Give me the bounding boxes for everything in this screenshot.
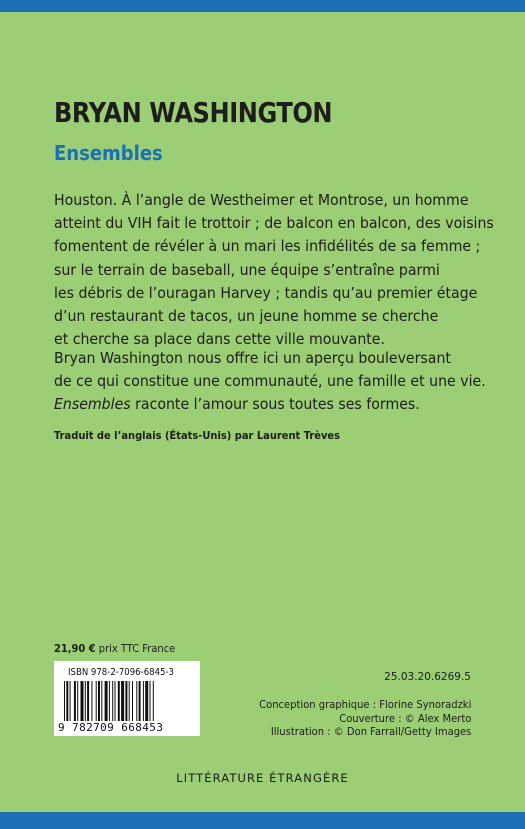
blurb-line: atteint du VIH fait le trottoir ; de balcon en balcon, des voisins [54,214,494,233]
blurb-line: les débris de l’ouragan Harvey ; tandis qu’au premier étage [54,283,478,302]
blurb-line [54,393,486,416]
blurb-line: fomentent de révéler à un mari les infidélités de sa femme ; [54,237,481,256]
blurb-line: et cherche sa place dans cette ville mouvante. [54,330,385,349]
book-title: Ensembles [54,141,163,165]
isbn-number: ISBN 978-2-7096-6845-3 [68,667,174,678]
price-label: prix TTC France [95,642,176,655]
cover-credits [259,699,471,740]
blurb-line: d’un restaurant de tacos, un jeune homme se cherche [54,307,439,326]
translator-credit: Traduit de l’anglais (États-Unis) par Laurent Trèves [54,429,341,442]
blurb-line: Bryan Washington nous offre ici un aperçu bouleversant [54,349,451,367]
barcode-box [54,661,200,736]
price-amount: 21,90 € [54,642,96,655]
blurb-paragraph-1 [54,189,494,351]
blurb-line: sur le terrain de baseball, une équipe s’entraîne parmi [54,260,440,279]
credit-line: Conception graphique : Florine Synoradzki [258,699,471,711]
blurb-line-rest: raconte l’amour sous toutes ses formes. [130,395,420,414]
collection-name: LITTÉRATURE ÉTRANGÈRE [176,771,349,785]
credit-line: Couverture : © Alex Merto [338,712,471,725]
barcode-digits: 9 782709 668453 [58,721,164,734]
top-color-band [0,0,525,12]
price-line [54,642,175,655]
blurb-line: de ce qui constitue une communauté, une famille et une vie. [54,372,486,391]
barcode-graphic [64,681,192,721]
blurb-paragraph-2 [54,347,486,417]
credit-line: Illustration : © Don Farrall/Getty Images [270,726,471,738]
blurb-line: Houston. À l’angle de Westheimer et Montrose, un homme [54,191,469,209]
blurb-italic-title: Ensembles [54,395,131,414]
internal-code: 25.03.20.6269.5 [384,671,471,683]
author-name: BRYAN WASHINGTON [54,96,333,129]
bottom-color-band [0,812,525,829]
